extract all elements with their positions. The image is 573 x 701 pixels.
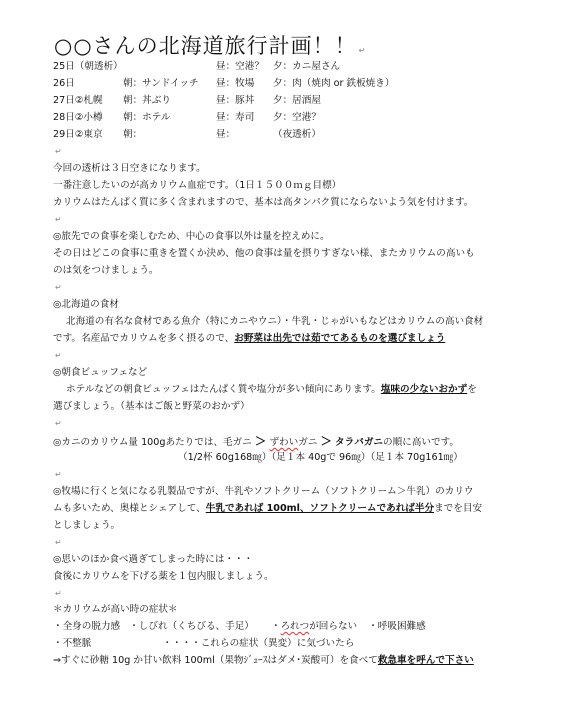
schedule-dinner: 夕：居酒屋 <box>273 95 321 106</box>
paragraph-text: ずわい <box>269 437 299 448</box>
emphasis-text: 塩味の少ないおかず <box>380 384 468 395</box>
paragraph-text: ホテルなどの朝食ビュッフェはたんぱく質や塩分が多い傾向にあります。 <box>66 384 381 395</box>
paragraph-line <box>53 333 445 345</box>
blank-line: ↵ <box>55 215 62 224</box>
schedule-lunch: 昼： <box>216 129 236 140</box>
paragraph-text: 食後にカリウムを下げる薬を１包内服しましょう。 <box>53 571 274 582</box>
paragraph-text: ムも多いため、奥様とシェアして、 <box>53 503 206 514</box>
emphasis-text: タラバガニ <box>335 437 384 448</box>
symptom-item: ・不整脈 <box>53 638 92 649</box>
symptom-item: ろれつ <box>280 621 310 632</box>
schedule-breakfast: 朝： <box>123 129 143 140</box>
emphasis-text: 救急車を呼んで下さい <box>377 655 474 666</box>
paragraph-text: 今回の透析は３日空きになります。 <box>53 163 206 174</box>
paragraph-text: カリウムはたんぱく質に多く含まれますので、基本は高タンパク質にならないよう気を付けます。 <box>53 197 474 208</box>
paragraph-text: です。名産品でカリウムを多く摂るので、 <box>53 333 235 344</box>
paragraph-line <box>53 435 459 449</box>
emphasis-text: 牛乳であれば 100ml、ソフトクリームであれば半分 <box>205 503 435 514</box>
schedule-breakfast: 朝：丼ぶり <box>123 95 171 106</box>
paragraph-text: ◎思いのほか食べ過ぎてしまった時には・・・ <box>53 554 254 565</box>
schedule-day: 28日②小樽 <box>53 112 103 123</box>
blank-line: ↵ <box>55 470 62 479</box>
paragraph-text: の順に高いです。 <box>383 437 459 448</box>
paragraph-text: 選びましょう。（基本はご飯と野菜のおかず） <box>53 401 250 412</box>
paragraph-text: （1/2杯 60g168㎎）（足１本 40gで 96㎎）（足１本 70g161㎎） <box>178 452 463 463</box>
paragraph-line <box>66 384 477 396</box>
paragraph-mark: ↵ <box>358 46 367 55</box>
blank-line: ↵ <box>55 283 62 292</box>
paragraph-line <box>53 503 482 515</box>
greater-than-symbol: ＞ <box>320 434 332 448</box>
symptom-list <box>53 621 426 633</box>
symptom-item: ・しびれ（くちびる、手足） <box>129 621 254 632</box>
emphasis-text: お野菜は出先では茹でてあるものを選びましょう <box>234 333 446 344</box>
blank-line: ↵ <box>55 589 62 598</box>
paragraph-text: その日はどこの食事に重きを置くか決め、他の食事は量を摂りすぎない様、またカリウムの高いも <box>53 248 475 259</box>
paragraph-text: のは気をつけましょう。 <box>53 265 159 276</box>
symptom-item: が回らない <box>309 621 358 632</box>
blank-line: ↵ <box>55 538 62 547</box>
schedule-day: 29日②東京 <box>53 129 103 140</box>
section-heading: ＊カリウムが高い時の症状＊ <box>53 604 178 615</box>
schedule-lunch: 昼：豚丼 <box>216 95 255 106</box>
schedule-lunch: 昼：牧場 <box>216 78 255 89</box>
paragraph-text: までを目安 <box>434 503 483 514</box>
paragraph-text: ◎牧場に行くと気になる乳製品ですが、牛乳やソフトクリーム（ソフトクリーム＞牛乳）のカリウ <box>53 486 474 497</box>
title-text: ○○さんの北海道旅行計画！！ <box>54 34 357 58</box>
schedule-breakfast: 朝：サンドイッチ <box>123 78 199 89</box>
schedule-dinner: 夕：カニ屋さん <box>273 61 341 72</box>
paragraph-text: を <box>467 384 477 395</box>
paragraph-line <box>53 655 474 667</box>
paragraph-text: ◎旅先での食事を楽しむため、中心の食事以外は量を控えめに。 <box>53 231 330 242</box>
symptom-item: ・呼吸困難感 <box>368 621 426 632</box>
blank-line: ↵ <box>55 351 62 360</box>
schedule-dinner: （夜透析） <box>273 129 321 140</box>
blank-line: ↵ <box>55 147 62 156</box>
schedule-dinner: 夕：空港？ <box>273 112 321 123</box>
paragraph-text: ⇒すぐに砂糖 10g か甘い飲料 100ml（果物ｼﾞｭｰｽはダメ･炭酸可）を食べて <box>53 655 378 666</box>
symptom-list <box>53 638 354 650</box>
schedule-dinner: 夕：肉（焼肉 or 鉄板焼き） <box>273 78 395 89</box>
paragraph-text: ・・・・これらの症状（異変）に気づいたら <box>162 638 355 649</box>
schedule-day: 26日 <box>53 78 75 89</box>
schedule-lunch: 昼：寿司 <box>216 112 255 123</box>
paragraph-text: ガニ <box>298 437 318 448</box>
symptom-item: ・全身の脱力感 <box>53 621 121 632</box>
paragraph-text: としましょう。 <box>53 520 121 531</box>
greater-than-symbol: ＞ <box>254 434 267 448</box>
section-heading: ◎北海道の食材 <box>53 299 119 310</box>
schedule-breakfast: 朝：ホテル <box>123 112 171 123</box>
bullet-mark: ・ <box>271 621 281 632</box>
schedule-day: 25日（朝透析） <box>53 61 123 72</box>
document-title <box>54 30 366 60</box>
blank-line: ↵ <box>55 419 62 428</box>
section-heading: ◎朝食ビュッフェなど <box>53 367 148 378</box>
paragraph-text: 北海道の有名な食材である魚介（特にカニやウニ）・牛乳・じゃがいもなどはカリウムの高い食材 <box>66 316 484 327</box>
paragraph-text: ◎カニのカリウム量 100gあたりでは、毛ガニ <box>53 437 252 448</box>
paragraph-text: 一番注意したいのが高カリウム血症です。（1日１５００ｍｇ目標） <box>53 180 342 191</box>
schedule-day: 27日②札幌 <box>53 95 103 106</box>
schedule-lunch: 昼：空港？ <box>216 61 264 72</box>
